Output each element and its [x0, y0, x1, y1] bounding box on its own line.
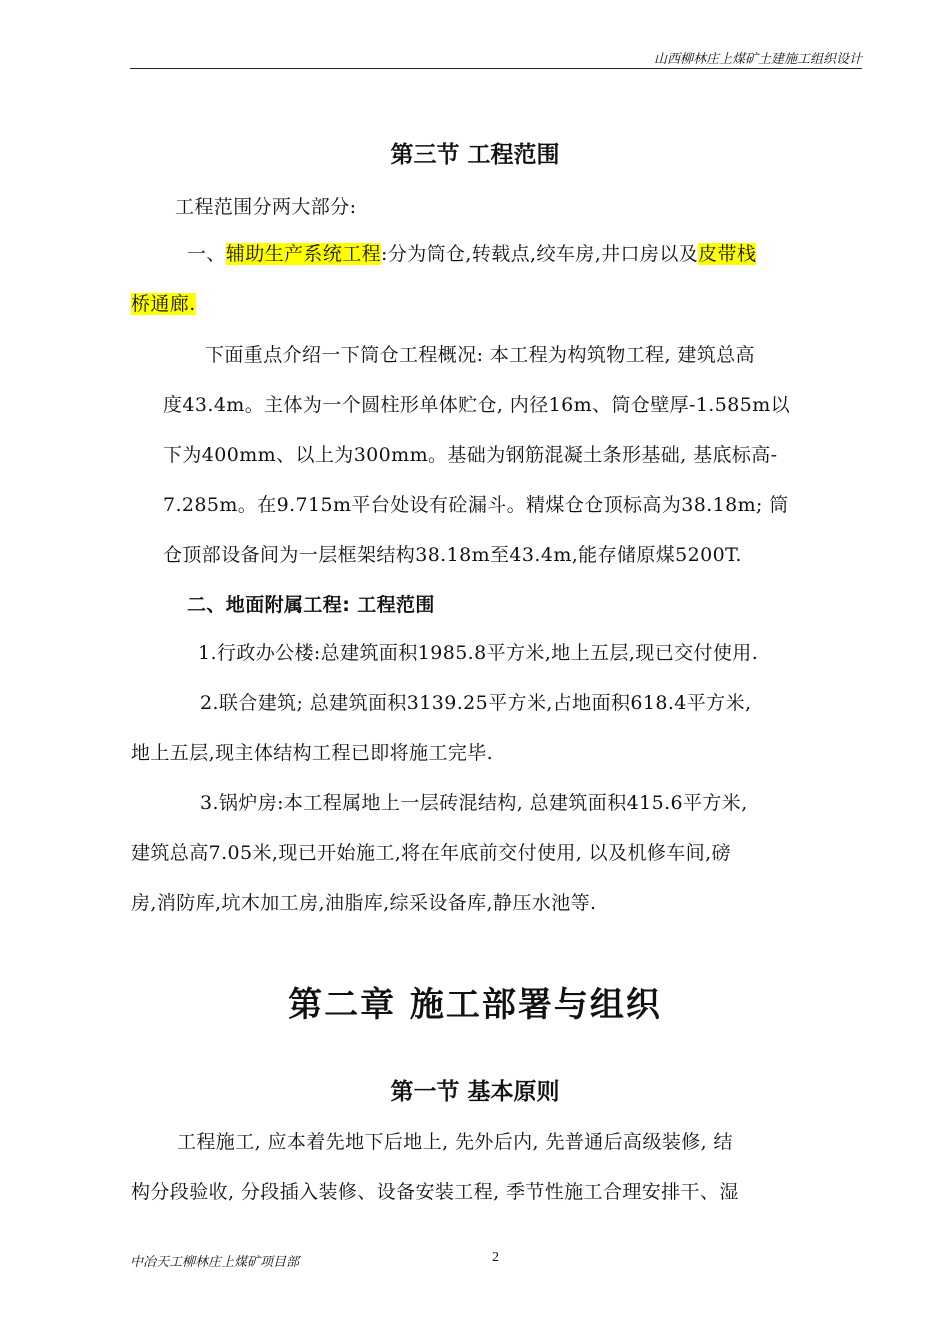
item3-line-2: 建筑总高7.05米,现已开始施工,将在年底前交付使用, 以及机修车间,磅: [131, 842, 731, 864]
header-title: 山西柳林庄上煤矿土建施工组织设计: [653, 51, 862, 66]
page-number: 2: [492, 1250, 499, 1265]
item1: 1.行政办公楼:总建筑面积1985.8平方米,地上五层,现已交付使用.: [198, 642, 759, 664]
principle-line-1: 工程施工, 应本着先地下后地上, 先外后内, 先普通后高级装修, 结: [177, 1131, 733, 1153]
part1-line2: [131, 289, 196, 316]
part1-highlight-2: 皮带栈: [698, 243, 757, 265]
silo-line-2: 度43.4m。主体为一个圆柱形单体贮仓, 内径16m、筒仓壁厚-1.585m以: [163, 394, 791, 416]
item3-line-1: 3.锅炉房:本工程属地上一层砖混结构, 总建筑面积415.6平方米,: [200, 792, 748, 814]
silo-line-4: 7.285m。在9.715m平台处设有砼漏斗。精煤仓仓顶标高为38.18m; 筒: [163, 494, 789, 516]
part1-prefix: 一、: [187, 243, 226, 265]
principle-line-2: 构分段验收, 分段插入装修、设备安装工程, 季节性施工合理安排干、湿: [131, 1181, 739, 1203]
part1-mid: :分为筒仓,转载点,绞车房,井口房以及: [381, 243, 699, 265]
part1-highlight-1: 辅助生产系统工程: [225, 243, 382, 265]
silo-line-3: 下为400mm、以上为300mm。基础为钢筋混凝土条形基础, 基底标高-: [163, 444, 778, 466]
chapter-title: 第二章 施工部署与组织: [288, 985, 662, 1025]
footer-org: 中冶天工柳林庄上煤矿项目部: [130, 1254, 300, 1269]
item2-line-1: 2.联合建筑; 总建筑面积3139.25平方米,占地面积618.4平方米,: [200, 692, 752, 714]
chapter-section-title: 第一节 基本原则: [390, 1079, 560, 1105]
silo-line-1: 下面重点介绍一下筒仓工程概况: 本工程为构筑物工程, 建筑总高: [205, 344, 755, 366]
section-title: 第三节 工程范围: [390, 142, 560, 168]
part1-highlight-3: 桥通廊.: [131, 293, 196, 315]
item3-line-3: 房,消防库,坑木加工房,油脂库,综采设备库,静压水池等.: [131, 892, 597, 914]
scope-intro: 工程范围分两大部分:: [175, 196, 357, 218]
silo-line-5: 仓顶部设备间为一层框架结构38.18m至43.4m,能存储原煤5200T.: [163, 544, 742, 566]
page-header: [130, 42, 862, 69]
part2-title: 二、地面附属工程: 工程范围: [187, 594, 435, 616]
part1-line: [187, 239, 756, 266]
item2-line-2: 地上五层,现主体结构工程已即将施工完毕.: [131, 742, 494, 764]
